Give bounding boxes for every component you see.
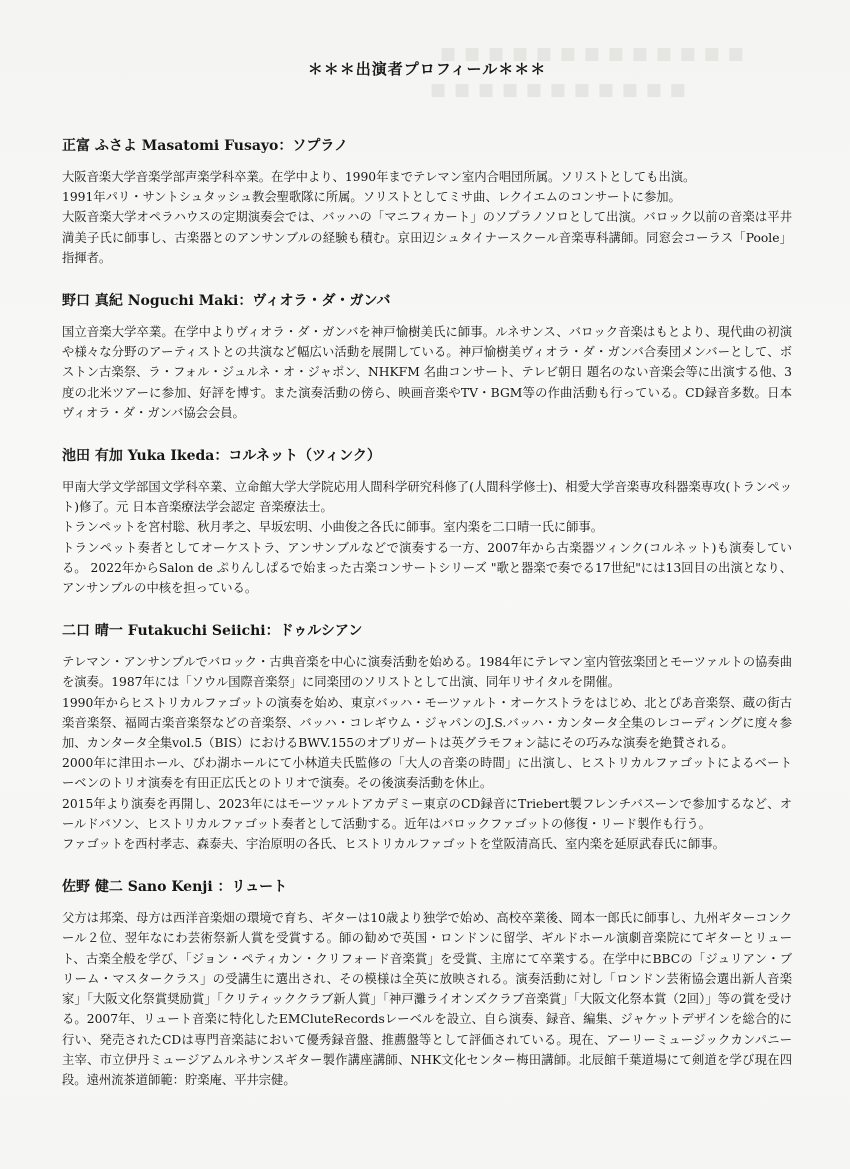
profile-paragraph: 大阪音楽大学オペラハウスの定期演奏会では、バッハの「マニフィカート」のソプラノソロとして出演。バロック以前の音楽は平井満美子氏に師事し、古楽器とのアンサンブルの経験も積む。京田辺シュタイナースクール音楽専科講師。同窓会コーラス「Poole」指揮者。 <box>62 210 792 265</box>
profile-paragraph: 父方は邦楽、母方は西洋音楽畑の環境で育ち、ギターは10歳より独学で始め、高校卒業後、岡本一郎氏に師事し、九州ギターコンクール２位、翌年なにわ芸術祭新人賞を受賞する。師の勧めで英国・ロンドンに留学、ギルドホール演劇音楽院にてギターとリュート、古楽全般を学び、「ジョン・ペティカン・クリフォード音楽賞」を受賞、主席にて卒業する。在学中にBBCの「ジュリアン・ブリーム・マスタークラス」の受講生に選出され、その模様は全英に放映される。演奏活動に対し「ロンドン芸術協会選出新人音楽家」「大阪文化祭賞奨励賞」「クリティッククラブ新人賞」「神戸灘ライオンズクラブ音楽賞」「大阪文化祭本賞（2回）」等の賞を受ける。2007年、リュート音楽に特化したEMCluteRecordsレーベルを設立、自ら演奏、録音、編集、ジャケットデザインを総合的に行い、発売されたCDは専門音楽誌において優秀録音盤、推薦盤等として評価されている。現在、アーリーミュージックカンパニー主宰、市立伊丹ミュージアムルネサンスギター製作講座講師、NHK文化センター梅田講師。北辰館千葉道場にて剣道を学び現在四段。遠州流茶道師範：貯楽庵、平井宗健。 <box>62 911 792 1087</box>
profile-paragraph: 1991年パリ・サントシュタッシュ教会聖歌隊に所属。ソリストとしてミサ曲、レクイエムのコンサートに参加。 <box>62 190 681 205</box>
profile-paragraph: 2000年に津田ホール、びわ湖ホールにて小林道夫氏監修の「大人の音楽の時間」に出演し、ヒストリカルファゴットによるベートーベンのトリオ演奏を有田正広氏とのトリオで演奏。その後演奏活動を休止。 <box>62 756 792 791</box>
performer-heading: 二口 晴一 Futakuchi Seiichi：ドゥルシアン <box>62 623 363 640</box>
performer-section <box>62 876 792 1090</box>
performer-section <box>62 620 792 854</box>
performer-heading: 正富 ふさよ Masatomi Fusayo：ソプラノ <box>62 138 348 154</box>
profile-paragraph: 2015年より演奏を再開し、2023年にはモーツァルトアカデミー東京のCD録音にTriebert製フレンチバスーンで参加するなど、オールドバソン、ヒストリカルファゴット奏者として活動する。近年はバロックファゴットの修復・リード製作も行う。 <box>62 796 792 831</box>
show-through-text: ■ ■ ■ ■ ■ ■ ■ ■ ■ ■ ■ ■ ■ <box>440 44 745 64</box>
page-title: ＊＊＊出演者プロフィール＊＊＊ <box>307 60 547 78</box>
performer-section <box>62 445 792 598</box>
performer-heading: 池田 有加 Yuka Ikeda：コルネット（ツィンク） <box>62 448 381 465</box>
performer-section <box>62 290 792 423</box>
show-through-text: ■ ■ ■ ■ ■ ■ ■ ■ ■ ■ ■ <box>430 80 687 100</box>
profile-paragraph: トランペット奏者としてオーケストラ、アンサンブルなどで演奏する一方、2007年から古楽器ツィンク(コルネット)も演奏している。 2022年からSalon de ぷりんしぱるで始まった古楽コンサートシリーズ "歌と器楽で奏でる17世紀"には13回目の出演となり、アンサンブルの中核を担っている。 <box>62 540 792 596</box>
profile-paragraph: 大阪音楽大学音楽学部声楽学科卒業。在学中より、1990年までテレマン室内合唱団所属。ソリストとしても出演。 <box>62 170 696 184</box>
profile-paragraph: テレマン・アンサンブルでバロック・古典音楽を中心に演奏活動を始める。1984年にテレマン室内管弦楽団とモーツァルトの協奏曲を演奏。1987年には「ソウル国際音楽祭」に同楽団のソリストとして出演、同年リサイタルを開催。 <box>62 655 792 690</box>
profile-paragraph: 国立音楽大学卒業。在学中よりヴィオラ・ダ・ガンバを神戸愉樹美氏に師事。ルネサンス、バロック音楽はもとより、現代曲の初演や様々な分野のアーティストとの共演など幅広い活動を展開している。神戸愉樹美ヴィオラ・ダ・ガンバ合奏団メンバーとして、ボストン古楽祭、ラ・フォル・ジュルネ・オ・ジャポン、NHKFM 名曲コンサート、テレビ朝日 題名のない音楽会等に出演する他、3度の北米ツアーに参加、好評を博す。また演奏活動の傍ら、映画音楽やTV・BGM等の作曲活動も行っている。CD録音多数。日本ヴィオラ・ダ・ガンバ協会会員。 <box>62 325 792 420</box>
profile-paragraph: トランペットを宮村聡、秋月孝之、早坂宏明、小曲俊之各氏に師事。室内楽を二口晴一氏に師事。 <box>62 520 604 535</box>
performer-heading: 野口 真紀 Noguchi Maki：ヴィオラ・ダ・ガンバ <box>62 293 391 310</box>
profile-paragraph: 1990年からヒストリカルファゴットの演奏を始め、東京バッハ・モーツァルト・オーケストラをはじめ、北とぴあ音楽祭、蔵の街古楽音楽祭、福岡古楽音楽祭などの音楽祭、バッハ・コレギウム・ジャパンのJ.S.バッハ・カンタータ全集のレコーディングに度々参加、カンタータ全集vol.5（BIS）におけるBWV.155のオブリガートは英グラモフォン誌にその巧みな演奏を絶賛される。 <box>62 695 792 751</box>
profile-paragraph: 甲南大学文学部国文学科卒業、立命館大学大学院応用人間科学研究科修了(人間科学修士)、相愛大学音楽専攻科器楽専攻(トランペット)修了。元 日本音楽療法学会認定 音楽療法士。 <box>62 480 792 515</box>
profile-content <box>62 58 792 1112</box>
profile-paragraph: ファゴットを西村孝志、森泰夫、宇治原明の各氏、ヒストリカルファゴットを堂阪清高氏、室内楽を延原武春氏に師事。 <box>62 837 725 852</box>
performer-heading: 佐野 健二 Sano Kenji ：リュート <box>62 879 288 896</box>
performer-section <box>62 135 792 268</box>
